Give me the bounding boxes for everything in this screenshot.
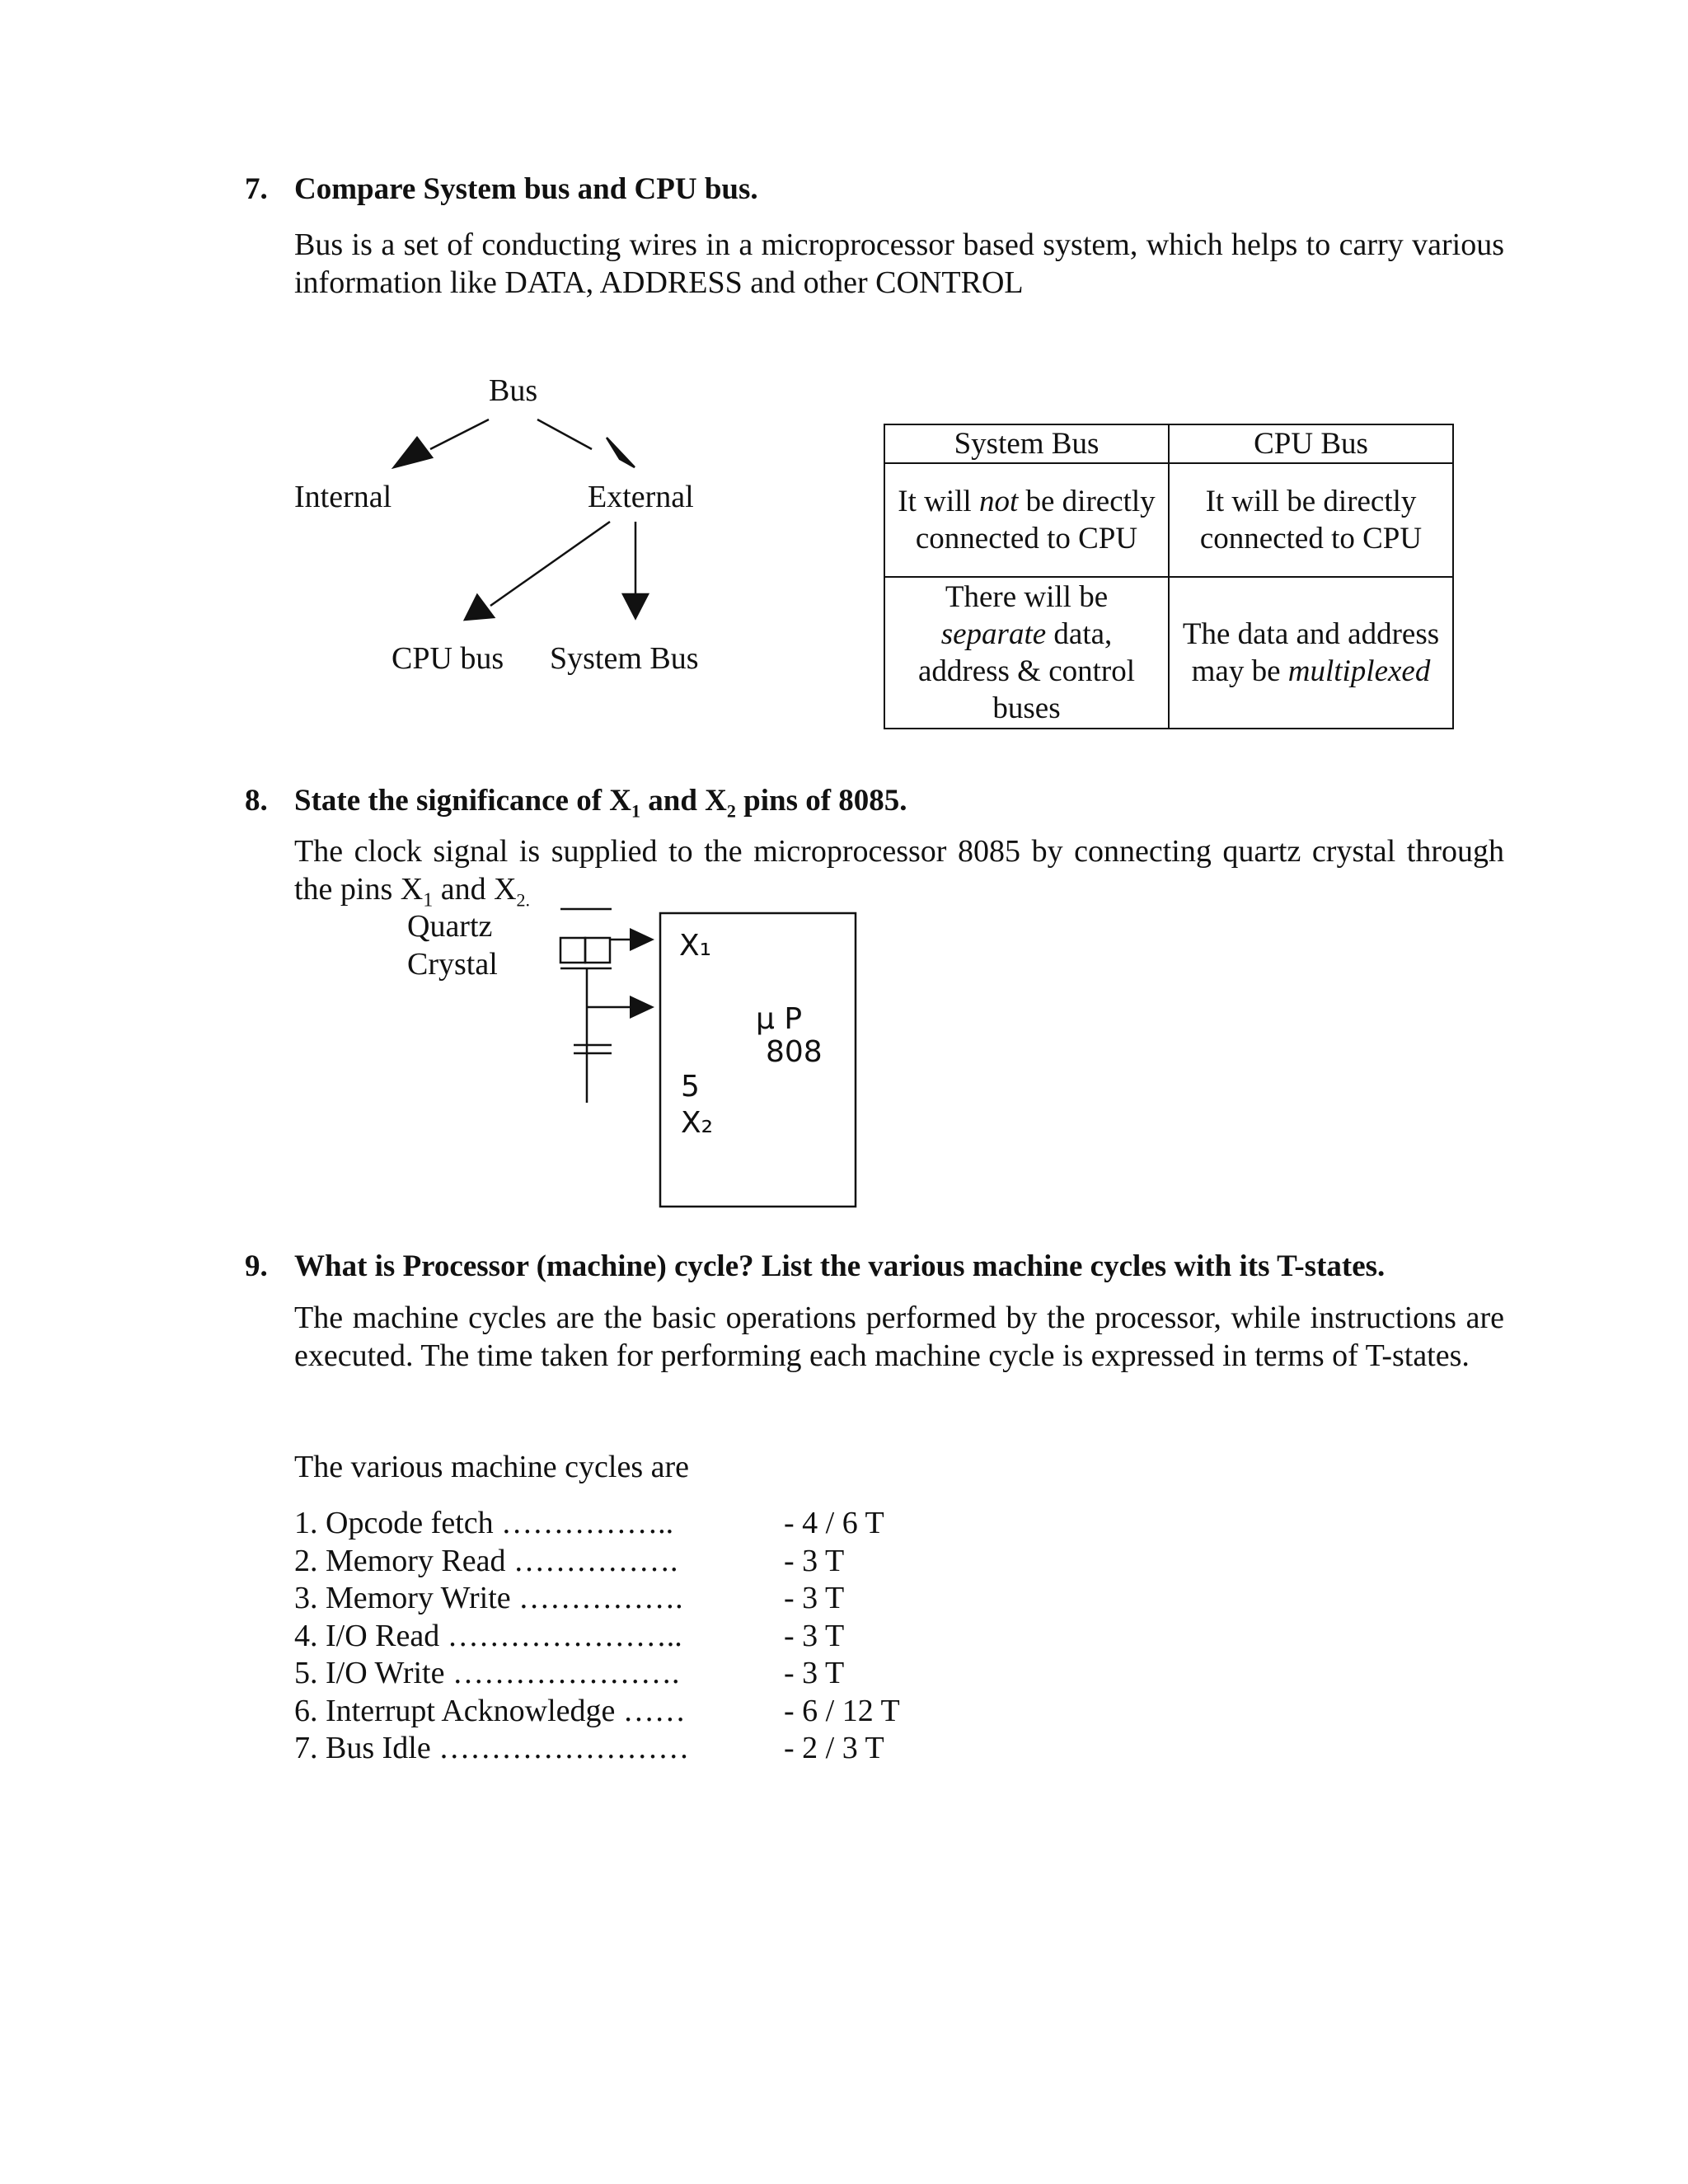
bus-comparison-table: [884, 424, 1454, 729]
chip-label-5: 5: [681, 1070, 700, 1104]
question-9-heading: What is Processor (machine) cycle? List the various machine cycles with its T-states.: [294, 1249, 1386, 1283]
table-cell-cpu-bus-connection: It will be directly connected to CPU: [1169, 463, 1453, 577]
question-7-number: 7.: [245, 172, 268, 206]
quartz-label-line2: Crystal: [407, 947, 498, 982]
tree-node-cpu-bus: CPU bus: [392, 641, 504, 676]
table-header-cpu-bus: CPU Bus: [1169, 424, 1453, 463]
cycle-t-states: - 4 / 6 T: [784, 1506, 884, 1540]
list-item: [294, 1505, 900, 1543]
list-item: [294, 1580, 900, 1618]
tree-node-internal: Internal: [294, 480, 392, 514]
chip-label-808: 808: [766, 1035, 823, 1069]
table-header-system-bus: System Bus: [884, 424, 1169, 463]
table-cell-system-bus-separate: There will be separate data, address & control buses: [884, 577, 1169, 729]
machine-cycles-list: [294, 1505, 900, 1768]
tree-root-bus: Bus: [489, 373, 538, 408]
question-7-heading: Compare System bus and CPU bus.: [294, 172, 758, 206]
cycle-t-states: - 3 T: [784, 1656, 845, 1690]
list-item: [294, 1730, 900, 1768]
quartz-label-line1: Quartz: [407, 909, 493, 944]
cycle-name: 5. I/O Write ………………….: [294, 1656, 680, 1690]
bus-tree-connectors: [379, 408, 742, 651]
question-7-intro: Bus is a set of conducting wires in a microprocessor based system, which helps to carry various information like DATA, ADDRESS and other CONTROL: [294, 227, 1504, 300]
cycle-t-states: - 3 T: [784, 1618, 845, 1653]
pin-x1-label: X₁: [679, 929, 712, 963]
cycle-name: 6. Interrupt Acknowledge ……: [294, 1693, 686, 1728]
list-item: [294, 1543, 900, 1581]
cycle-t-states: - 6 / 12 T: [784, 1693, 900, 1728]
pin-x2-arrow-icon: [630, 996, 654, 1019]
crystal-element-icon: [560, 938, 585, 963]
question-8-number: 8.: [245, 784, 268, 818]
table-cell-cpu-bus-multiplexed: The data and address may be multiplexed: [1169, 577, 1453, 729]
cycle-t-states: - 2 / 3 T: [784, 1731, 884, 1765]
cycle-name: 3. Memory Write …………….: [294, 1581, 683, 1615]
question-9-number: 9.: [245, 1249, 268, 1283]
arrow-to-cpu-bus-icon: [465, 595, 494, 620]
arrow-to-internal-icon: [394, 438, 432, 467]
cycle-t-states: - 3 T: [784, 1543, 845, 1578]
table-header-row: [884, 424, 1453, 463]
table-row: [884, 463, 1453, 577]
list-item: [294, 1618, 900, 1656]
cycle-t-states: - 3 T: [784, 1581, 845, 1615]
pin-x1-arrow-icon: [630, 928, 654, 951]
arrow-to-external-icon: [607, 438, 635, 467]
tree-node-system-bus: System Bus: [550, 641, 699, 676]
cycle-name: 4. I/O Read …………………..: [294, 1618, 682, 1653]
list-item: [294, 1655, 900, 1693]
table-cell-system-bus-connection: It will not be directly connected to CPU: [884, 463, 1169, 577]
question-8-text: The clock signal is supplied to the microprocessor 8085 by connecting quartz crystal through the pins $X_1$ and $X_{2.}$: [294, 834, 1504, 912]
question-9-text: The machine cycles are the basic operations performed by the processor, while instructions are executed. The time taken for performing each machine cycle is expressed in terms of T-states.: [294, 1301, 1504, 1373]
question-8-heading: State the significance of $X_1$ and $X_2$ pins of 8085.: [294, 784, 907, 822]
cycle-name: 7. Bus Idle ……………………: [294, 1731, 690, 1765]
arrow-to-system-bus-icon: [623, 594, 648, 618]
pin-x2-label: X₂: [681, 1106, 714, 1140]
chip-label-up: µ P: [756, 1002, 803, 1036]
list-item: [294, 1693, 900, 1731]
cycle-name: 1. Opcode fetch ……………..: [294, 1506, 674, 1540]
tree-node-external: External: [588, 480, 694, 514]
machine-cycles-intro: The various machine cycles are: [294, 1450, 689, 1484]
table-row: [884, 577, 1453, 729]
cycle-name: 2. Memory Read …………….: [294, 1543, 678, 1578]
